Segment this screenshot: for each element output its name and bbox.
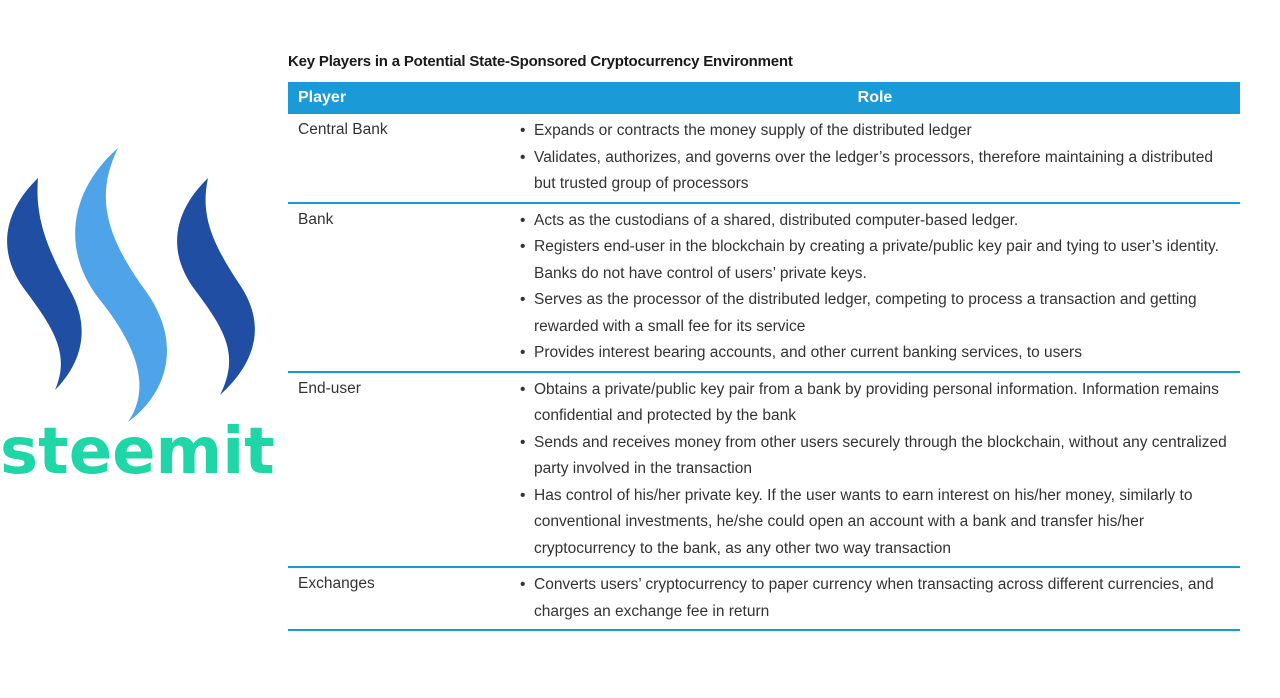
- role-item: • Has control of his/her private key. If the user wants to earn interest on his/her money, similarly to conventional investments, he/she could open an account with a bank and transfer his/her cryptocurrency to the bank, as any other two way transaction: [520, 483, 1230, 563]
- role-list: [520, 118, 1230, 198]
- center-wave: [75, 148, 167, 422]
- left-wave: [7, 178, 82, 390]
- role-list: [520, 572, 1230, 625]
- right-wave: [177, 178, 255, 395]
- table-row: [288, 203, 1240, 372]
- table-body: [288, 114, 1240, 630]
- role-list: [520, 208, 1230, 367]
- role-item: • Acts as the custodians of a shared, distributed computer-based ledger.: [520, 208, 1230, 235]
- player-cell: Central Bank: [288, 114, 510, 203]
- player-cell: Bank: [288, 203, 510, 372]
- role-list: [520, 377, 1230, 563]
- role-item: • Validates, authorizes, and governs over the ledger’s processors, therefore maintaining a distributed but trusted group of processors: [520, 145, 1230, 198]
- role-item: • Registers end-user in the blockchain by creating a private/public key pair and tying to user’s identity. Banks do not have control of users’ private keys.: [520, 234, 1230, 287]
- table-row: [288, 567, 1240, 630]
- role-item: • Converts users’ cryptocurrency to paper currency when transacting across different currencies, and charges an exchange fee in return: [520, 572, 1230, 625]
- role-item: • Sends and receives money from other users securely through the blockchain, without any centralized party involved in the transaction: [520, 430, 1230, 483]
- key-players-table-section: [288, 50, 1240, 631]
- table-row: [288, 372, 1240, 568]
- steemit-wordmark: steemit: [0, 415, 275, 489]
- player-cell: Exchanges: [288, 567, 510, 630]
- role-item: • Provides interest bearing accounts, and other current banking services, to users: [520, 340, 1230, 367]
- role-item: • Expands or contracts the money supply of the distributed ledger: [520, 118, 1230, 145]
- player-cell: End-user: [288, 372, 510, 568]
- role-item: • Obtains a private/public key pair from a bank by providing personal information. Information remains confidential and protected by the bank: [520, 377, 1230, 430]
- key-players-table: [288, 82, 1240, 631]
- header-player: Player: [288, 82, 510, 114]
- role-item: • Serves as the processor of the distributed ledger, competing to process a transaction and getting rewarded with a small fee for its service: [520, 287, 1230, 340]
- header-role: Role: [510, 82, 1240, 114]
- role-cell: [510, 114, 1240, 203]
- table-row: [288, 114, 1240, 203]
- table-header-row: [288, 82, 1240, 114]
- table-title: Key Players in a Potential State-Sponsored Cryptocurrency Environment: [288, 53, 793, 70]
- role-cell: [510, 203, 1240, 372]
- role-cell: [510, 372, 1240, 568]
- steemit-logo: [0, 140, 275, 489]
- role-cell: [510, 567, 1240, 630]
- steemit-waves-icon: [0, 140, 270, 430]
